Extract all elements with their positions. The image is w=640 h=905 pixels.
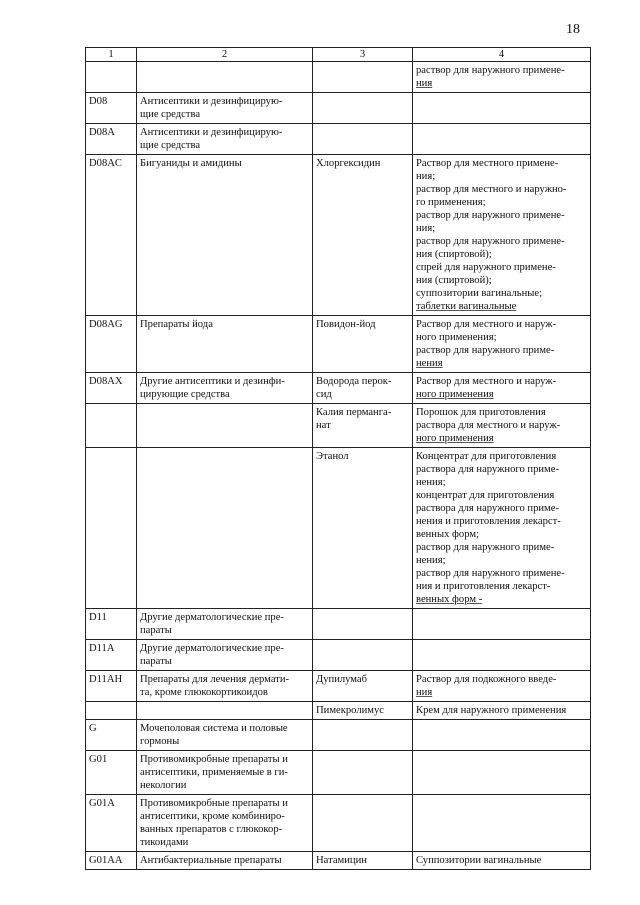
table-row xyxy=(86,720,591,751)
atc-code-cell xyxy=(86,448,137,609)
drug-name-cell xyxy=(313,609,413,640)
cell-text-line: Другие антисептики и дезинфи- xyxy=(140,376,285,387)
cell-text-line: Концентрат для приготовления xyxy=(416,451,557,462)
cell-text-line: Дупилумаб xyxy=(316,674,368,685)
drug-name-cell xyxy=(313,640,413,671)
cell-text-line: ного применения; xyxy=(416,332,497,343)
anatomical-group-cell xyxy=(137,155,313,316)
cell-text-line: Антибактериальные препараты xyxy=(140,855,282,866)
dosage-forms-cell xyxy=(413,795,591,852)
cell-text-line: нения; xyxy=(416,477,446,488)
anatomical-group-cell xyxy=(137,852,313,870)
cell-text-line: го применения; xyxy=(416,197,486,208)
header-col-3: 3 xyxy=(313,48,413,62)
table-body xyxy=(86,62,591,870)
cell-text-line: раствора для наружного приме- xyxy=(416,464,559,475)
cell-text-line: гормоны xyxy=(140,736,180,747)
anatomical-group-cell xyxy=(137,609,313,640)
drug-name-cell xyxy=(313,155,413,316)
atc-code-cell xyxy=(86,404,137,448)
table-row xyxy=(86,852,591,870)
cell-text-line: венных форм - xyxy=(416,594,483,605)
drug-name-cell xyxy=(313,62,413,93)
cell-text-line: G xyxy=(89,723,97,734)
drug-list-table xyxy=(85,47,591,870)
cell-text-line: Антисептики и дезинфицирую- xyxy=(140,127,283,138)
cell-text-line: G01A xyxy=(89,798,115,809)
drug-name-cell xyxy=(313,751,413,795)
anatomical-group-cell xyxy=(137,702,313,720)
cell-text-line: раствор для наружного примене- xyxy=(416,568,565,579)
dosage-forms-cell xyxy=(413,124,591,155)
atc-code-cell xyxy=(86,124,137,155)
cell-text-line: таблетки вагинальные xyxy=(416,301,517,312)
cell-text-line: раствор для наружного примене- xyxy=(416,210,565,221)
atc-code-cell xyxy=(86,751,137,795)
cell-text-line: та, кроме глюкокортикоидов xyxy=(140,687,268,698)
cell-text-line: Суппозитории вагинальные xyxy=(416,855,542,866)
atc-code-cell xyxy=(86,316,137,373)
cell-text-line: Противомикробные препараты и xyxy=(140,798,288,809)
cell-text-line: Бигуаниды и амидины xyxy=(140,158,242,169)
dosage-forms-cell xyxy=(413,640,591,671)
anatomical-group-cell xyxy=(137,720,313,751)
cell-text-line: некологии xyxy=(140,780,187,791)
drug-name-cell xyxy=(313,795,413,852)
cell-text-line: ния (спиртовой); xyxy=(416,249,492,260)
cell-text-line: Другие дерматологические пре- xyxy=(140,612,284,623)
header-col-2: 2 xyxy=(137,48,313,62)
dosage-forms-cell xyxy=(413,671,591,702)
cell-text-line: D08AX xyxy=(89,376,123,387)
table-row xyxy=(86,62,591,93)
cell-text-line: нат xyxy=(316,420,331,431)
dosage-forms-cell xyxy=(413,404,591,448)
cell-text-line: венных форм; xyxy=(416,529,479,540)
cell-text-line: щие средства xyxy=(140,140,201,151)
cell-text-line: Противомикробные препараты и xyxy=(140,754,288,765)
dosage-forms-cell xyxy=(413,155,591,316)
cell-text-line: нения и приготовления лекарст- xyxy=(416,516,561,527)
cell-text-line: суппозитории вагинальные; xyxy=(416,288,543,299)
dosage-forms-cell xyxy=(413,316,591,373)
atc-code-cell xyxy=(86,62,137,93)
header-col-4: 4 xyxy=(413,48,591,62)
cell-text-line: раствор для наружного приме- xyxy=(416,542,555,553)
cell-text-line: ния xyxy=(416,78,433,89)
cell-text-line: Раствор для местного примене- xyxy=(416,158,559,169)
drug-name-cell xyxy=(313,671,413,702)
cell-text-line: параты xyxy=(140,656,172,667)
anatomical-group-cell xyxy=(137,448,313,609)
cell-text-line: антисептики, применяемые в ги- xyxy=(140,767,288,778)
atc-code-cell xyxy=(86,720,137,751)
cell-text-line: раствора для наружного приме- xyxy=(416,503,559,514)
table-row xyxy=(86,640,591,671)
anatomical-group-cell xyxy=(137,751,313,795)
table-row xyxy=(86,702,591,720)
cell-text-line: раствор для местного и наружно- xyxy=(416,184,567,195)
dosage-forms-cell xyxy=(413,702,591,720)
cell-text-line: тикоидами xyxy=(140,837,189,848)
cell-text-line: Антисептики и дезинфицирую- xyxy=(140,96,283,107)
anatomical-group-cell xyxy=(137,62,313,93)
anatomical-group-cell xyxy=(137,640,313,671)
cell-text-line: Крем для наружного применения xyxy=(416,705,567,716)
cell-text-line: щие средства xyxy=(140,109,201,120)
drug-name-cell xyxy=(313,316,413,373)
cell-text-line: сид xyxy=(316,389,332,400)
cell-text-line: Натамицин xyxy=(316,855,367,866)
cell-text-line: Калия перманга- xyxy=(316,407,392,418)
cell-text-line: спрей для наружного примене- xyxy=(416,262,556,273)
atc-code-cell xyxy=(86,671,137,702)
cell-text-line: Раствор для местного и наруж- xyxy=(416,319,557,330)
cell-text-line: D08AG xyxy=(89,319,123,330)
cell-text-line: раствора для местного и наруж- xyxy=(416,420,561,431)
dosage-forms-cell xyxy=(413,852,591,870)
cell-text-line: концентрат для приготовления xyxy=(416,490,555,501)
drug-name-cell xyxy=(313,404,413,448)
drug-name-cell xyxy=(313,702,413,720)
cell-text-line: нения xyxy=(416,358,443,369)
cell-text-line: ния; xyxy=(416,223,436,234)
dosage-forms-cell xyxy=(413,751,591,795)
atc-code-cell xyxy=(86,155,137,316)
table-row xyxy=(86,671,591,702)
table-row xyxy=(86,93,591,124)
cell-text-line: D08A xyxy=(89,127,115,138)
cell-text-line: ния (спиртовой); xyxy=(416,275,492,286)
table-row xyxy=(86,124,591,155)
dosage-forms-cell xyxy=(413,62,591,93)
cell-text-line: ния xyxy=(416,687,433,698)
table-row xyxy=(86,795,591,852)
cell-text-line: G01AA xyxy=(89,855,123,866)
atc-code-cell xyxy=(86,609,137,640)
table-row xyxy=(86,373,591,404)
cell-text-line: раствор для наружного приме- xyxy=(416,345,555,356)
atc-code-cell xyxy=(86,93,137,124)
table-row xyxy=(86,609,591,640)
table-row xyxy=(86,404,591,448)
cell-text-line: D08AC xyxy=(89,158,122,169)
cell-text-line: D11A xyxy=(89,643,115,654)
cell-text-line: раствор для наружного примене- xyxy=(416,65,565,76)
atc-code-cell xyxy=(86,795,137,852)
drug-name-cell xyxy=(313,373,413,404)
cell-text-line: Водорода перок- xyxy=(316,376,392,387)
anatomical-group-cell xyxy=(137,795,313,852)
table-row xyxy=(86,751,591,795)
cell-text-line: D08 xyxy=(89,96,108,107)
dosage-forms-cell xyxy=(413,373,591,404)
cell-text-line: D11AH xyxy=(89,674,123,685)
table-row xyxy=(86,316,591,373)
dosage-forms-cell xyxy=(413,609,591,640)
atc-code-cell xyxy=(86,852,137,870)
cell-text-line: параты xyxy=(140,625,172,636)
cell-text-line: цирующие средства xyxy=(140,389,230,400)
cell-text-line: Повидон-йод xyxy=(316,319,376,330)
cell-text-line: антисептики, кроме комбиниро- xyxy=(140,811,285,822)
anatomical-group-cell xyxy=(137,373,313,404)
dosage-forms-cell xyxy=(413,93,591,124)
cell-text-line: Мочеполовая система и половые xyxy=(140,723,288,734)
cell-text-line: ного применения xyxy=(416,389,494,400)
dosage-forms-cell xyxy=(413,720,591,751)
cell-text-line: Раствор для подкожного введе- xyxy=(416,674,557,685)
drug-name-cell xyxy=(313,720,413,751)
cell-text-line: Этанол xyxy=(316,451,349,462)
cell-text-line: нения; xyxy=(416,555,446,566)
atc-code-cell xyxy=(86,702,137,720)
cell-text-line: ния и приготовления лекарст- xyxy=(416,581,551,592)
anatomical-group-cell xyxy=(137,124,313,155)
anatomical-group-cell xyxy=(137,93,313,124)
drug-name-cell xyxy=(313,852,413,870)
cell-text-line: Порошок для приготовления xyxy=(416,407,546,418)
dosage-forms-cell xyxy=(413,448,591,609)
table-row xyxy=(86,155,591,316)
cell-text-line: ного применения xyxy=(416,433,494,444)
cell-text-line: раствор для наружного примене- xyxy=(416,236,565,247)
cell-text-line: Пимекролимус xyxy=(316,705,384,716)
drug-name-cell xyxy=(313,124,413,155)
anatomical-group-cell xyxy=(137,671,313,702)
table-row xyxy=(86,448,591,609)
cell-text-line: ванных препаратов с глюкокор- xyxy=(140,824,283,835)
atc-code-cell xyxy=(86,373,137,404)
cell-text-line: Препараты для лечения дермати- xyxy=(140,674,290,685)
header-col-1: 1 xyxy=(86,48,137,62)
cell-text-line: Препараты йода xyxy=(140,319,213,330)
drug-name-cell xyxy=(313,448,413,609)
cell-text-line: ния; xyxy=(416,171,436,182)
cell-text-line: G01 xyxy=(89,754,108,765)
cell-text-line: Раствор для местного и наруж- xyxy=(416,376,557,387)
cell-text-line: Хлоргексидин xyxy=(316,158,381,169)
cell-text-line: Другие дерматологические пре- xyxy=(140,643,284,654)
page-number: 18 xyxy=(566,22,580,37)
anatomical-group-cell xyxy=(137,316,313,373)
cell-text-line: D11 xyxy=(89,612,107,623)
atc-code-cell xyxy=(86,640,137,671)
anatomical-group-cell xyxy=(137,404,313,448)
drug-name-cell xyxy=(313,93,413,124)
header-row xyxy=(86,48,591,62)
